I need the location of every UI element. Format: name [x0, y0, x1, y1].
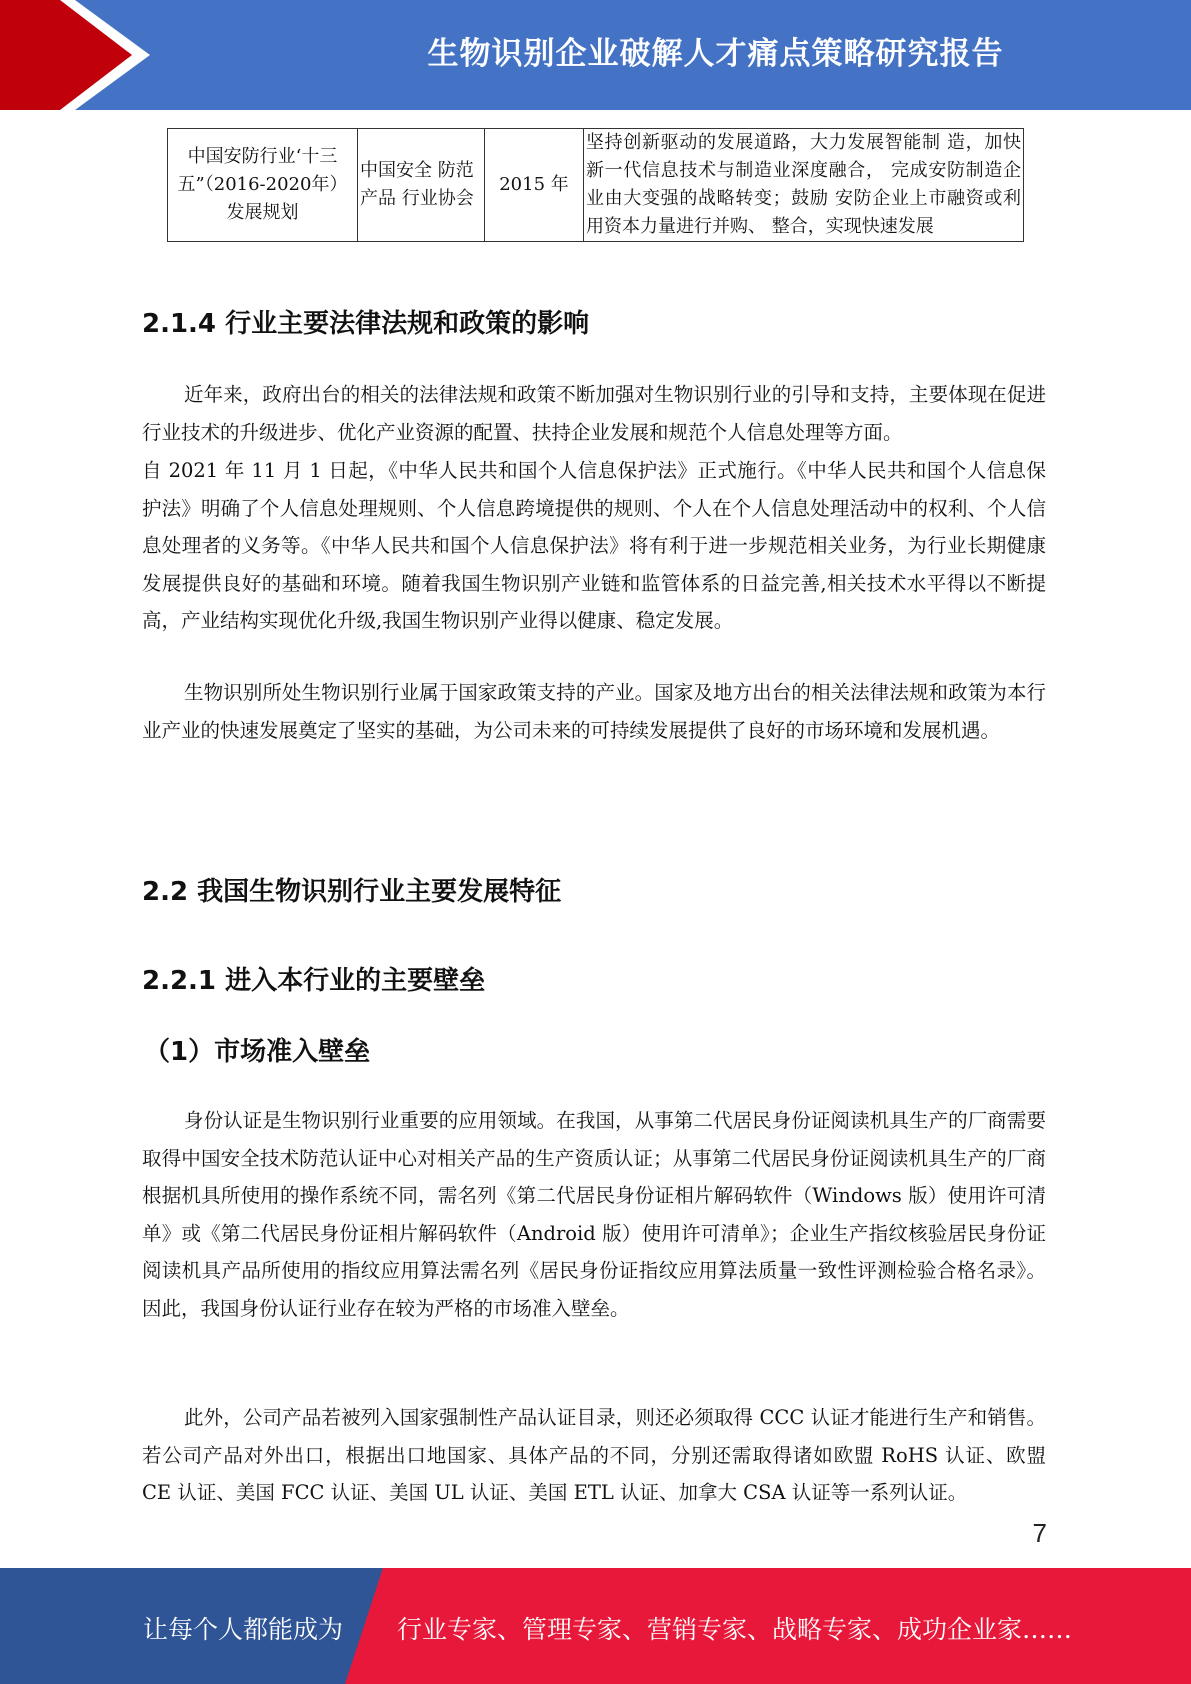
policy-table	[167, 128, 1024, 242]
content-cell: 坚持创新驱动的发展道路，大力发展智能制 造，加快新一代信息技术与制造业深度融合， 完成安防制造企业由大变强的战略转变；鼓励 安防企业上市融资或利用资本力量进行并购、 整合，实现快速发展	[584, 129, 1024, 242]
paragraph: 自 2021 年 11 月 1 日起，《中华人民共和国个人信息保护法》正式施行。《中华人民共和国个人信息保护法》明确了个人信息处理规则、个人信息跨境提供的规则、个人在个人信息处理活动中的权利、个人信息处理者的义务等。《中华人民共和国个人信息保护法》将有利于进一步规范相关业务，为行业长期健康发展提供良好的基础和环境。随着我国生物识别产业链和监管体系的日益完善,相关技术水平得以不断提高，产业结构实现优化升级,我国生物识别产业得以健康、稳定发展。	[142, 459, 1046, 632]
section-heading-2-1-4: 2.1.4 行业主要法律法规和政策的影响	[142, 309, 590, 339]
page-number: 7	[1032, 1518, 1047, 1548]
issuer-cell: 中国安全 防范产品 行业协会	[358, 129, 485, 242]
policy-name-cell: 中国安防行业‘十三五”（2016-2020年）发展规划	[168, 129, 358, 242]
subsection-heading-market-access: （1）市场准入壁垒	[144, 1037, 371, 1067]
paragraph: 近年来，政府出台的相关的法律法规和政策不断加强对生物识别行业的引导和支持，主要体现在促进行业技术的升级进步、优化产业资源的配置、扶持企业发展和规范个人信息处理等方面。	[142, 383, 1046, 444]
table-row	[168, 129, 1024, 242]
header-title: 生物识别企业破解人才痛点策略研究报告	[427, 36, 1004, 72]
page-footer	[0, 1568, 1191, 1684]
paragraph: 此外，公司产品若被列入国家强制性产品认证目录，则还必须取得 CCC 认证才能进行生产和销售。若公司产品对外出口，根据出口地国家、具体产品的不同，分别还需取得诸如欧盟 RoHS 认证、欧盟 CE 认证、美国 FCC 认证、美国 UL 认证、美国 ETL 认证、加拿大 CSA 认证等一系列认证。	[142, 1406, 1046, 1504]
year-cell: 2015 年	[485, 129, 584, 242]
section-heading-2-2-1: 2.2.1 进入本行业的主要壁垒	[142, 966, 486, 996]
footer-slogan-right: 行业专家、管理专家、营销专家、战略专家、成功企业家……	[397, 1615, 1073, 1644]
page-header	[0, 0, 1191, 110]
section-heading-2-2: 2.2 我国生物识别行业主要发展特征	[142, 877, 562, 907]
paragraph: 身份认证是生物识别行业重要的应用领域。在我国，从事第二代居民身份证阅读机具生产的厂商需要取得中国安全技术防范认证中心对相关产品的生产资质认证；从事第二代居民身份证阅读机具生产的厂商根据机具所使用的操作系统不同，需名列《第二代居民身份证相片解码软件（Windows 版）使用许可清单》或《第二代居民身份证相片解码软件（Android 版）使用许可清单》；企业生产指纹核验居民身份证阅读机具产品所使用的指纹应用算法需名列《居民身份证指纹应用算法质量一致性评测检验合格名录》。因此，我国身份认证行业存在较为严格的市场准入壁垒。	[142, 1109, 1046, 1320]
paragraph: 生物识别所处生物识别行业属于国家政策支持的产业。国家及地方出台的相关法律法规和政策为本行业产业的快速发展奠定了坚实的基础，为公司未来的可持续发展提供了良好的市场环境和发展机遇。	[142, 681, 1046, 742]
footer-slogan-left: 让每个人都能成为	[143, 1615, 344, 1644]
